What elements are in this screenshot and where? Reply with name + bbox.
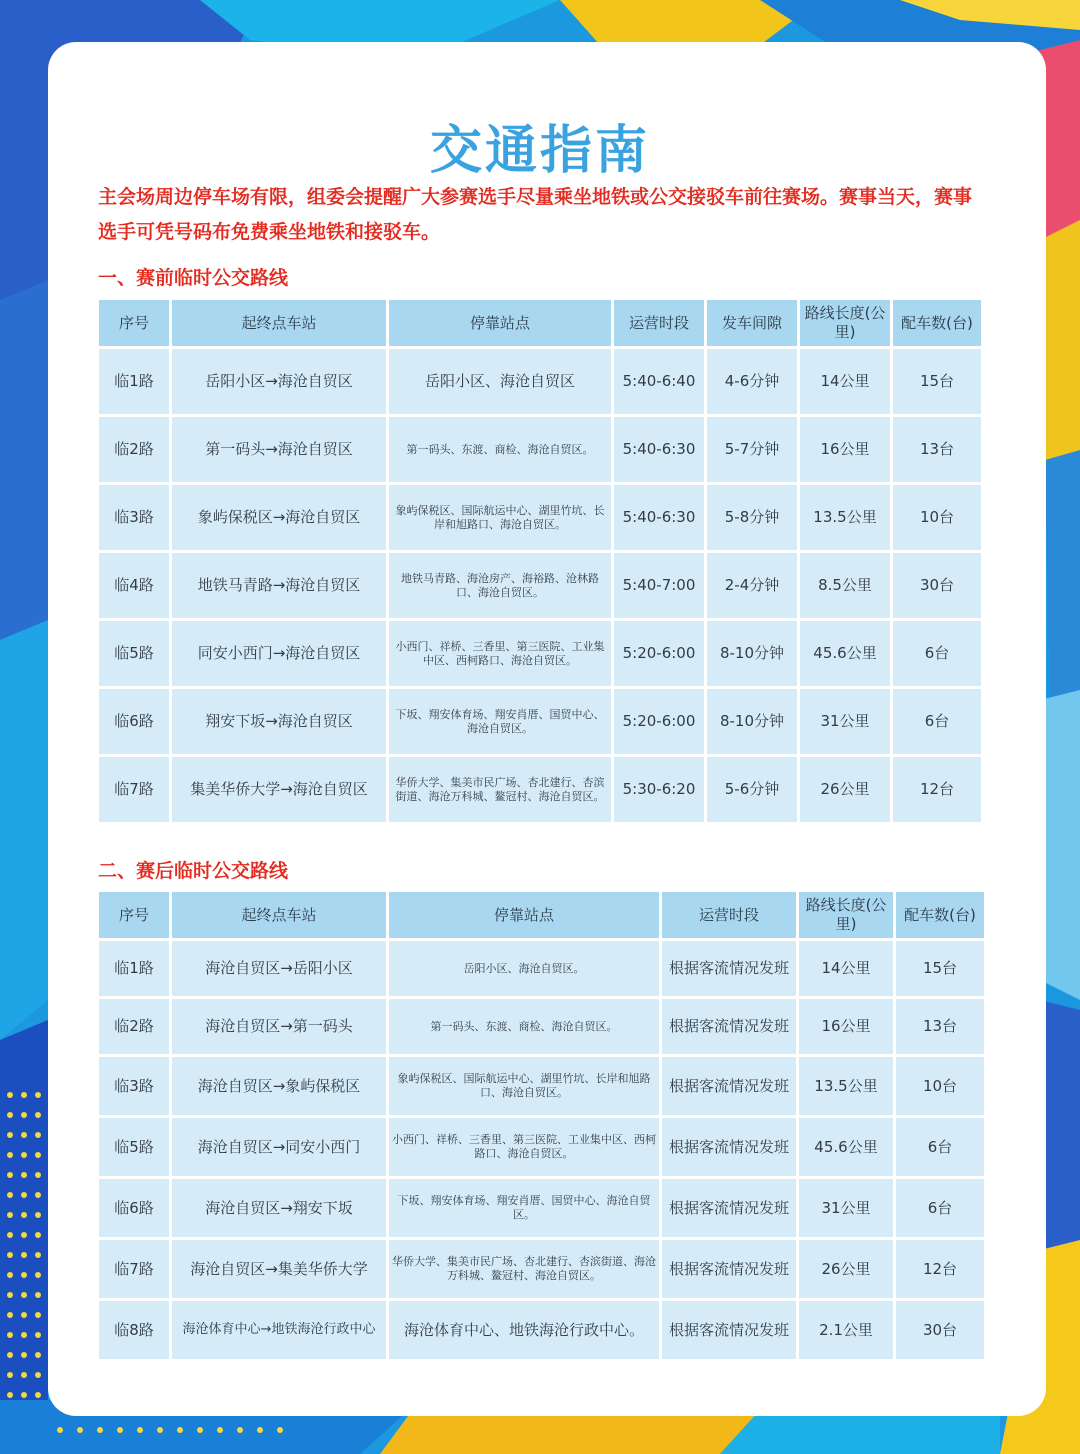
- cell-route: 海沧体育中心→地铁海沧行政中心: [172, 1301, 386, 1359]
- header-no: 序号: [99, 892, 169, 938]
- cell-route: 同安小西门→海沧自贸区: [172, 621, 386, 686]
- table-header-row: [99, 892, 984, 938]
- cell-stops: 下坂、翔安体育场、翔安肖厝、国贸中心、海沧自贸区。: [389, 689, 611, 754]
- cell-stops: 象屿保税区、国际航运中心、湖里竹坑、长岸和旭路口、海沧自贸区。: [389, 1057, 659, 1115]
- cell-buses: 30台: [896, 1301, 984, 1359]
- cell-length: 14公里: [799, 941, 893, 996]
- table-row: [99, 1057, 984, 1115]
- cell-buses: 6台: [896, 1118, 984, 1176]
- cell-stops: 第一码头、东渡、商检、海沧自贸区。: [389, 999, 659, 1054]
- cell-no: 临6路: [99, 1179, 169, 1237]
- cell-no: 临5路: [99, 621, 169, 686]
- cell-buses: 12台: [893, 757, 981, 822]
- header-length: 路线长度(公里): [799, 892, 893, 938]
- cell-interval: 5-7分钟: [707, 417, 797, 482]
- cell-interval: 2-4分钟: [707, 553, 797, 618]
- cell-hours: 根据客流情况发班: [662, 1057, 796, 1115]
- header-hours: 运营时段: [662, 892, 796, 938]
- cell-buses: 13台: [893, 417, 981, 482]
- cell-buses: 30台: [893, 553, 981, 618]
- cell-length: 8.5公里: [800, 553, 890, 618]
- cell-stops: 地铁马青路、海沧房产、海裕路、沧林路口、海沧自贸区。: [389, 553, 611, 618]
- cell-stops: 第一码头、东渡、商检、海沧自贸区。: [389, 417, 611, 482]
- cell-buses: 12台: [896, 1240, 984, 1298]
- header-hours: 运营时段: [614, 300, 704, 346]
- table-row: [99, 1118, 984, 1176]
- cell-no: 临7路: [99, 757, 169, 822]
- pre-race-bus-table: [96, 297, 984, 825]
- header-buses: 配车数(台): [893, 300, 981, 346]
- cell-stops: 岳阳小区、海沧自贸区。: [389, 941, 659, 996]
- cell-hours: 5:40-6:30: [614, 485, 704, 550]
- cell-route: 集美华侨大学→海沧自贸区: [172, 757, 386, 822]
- cell-interval: 5-6分钟: [707, 757, 797, 822]
- header-stops: 停靠站点: [389, 892, 659, 938]
- table-row: [99, 349, 981, 414]
- table-row: [99, 1240, 984, 1298]
- cell-length: 31公里: [800, 689, 890, 754]
- cell-buses: 10台: [896, 1057, 984, 1115]
- cell-stops: 小西门、祥桥、三香里、第三医院、工业集中区、西柯路口、海沧自贸区。: [389, 1118, 659, 1176]
- cell-route: 海沧自贸区→第一码头: [172, 999, 386, 1054]
- cell-stops: 岳阳小区、海沧自贸区: [389, 349, 611, 414]
- cell-stops: 华侨大学、集美市民广场、杏北建行、杏滨街道、海沧万科城、鳌冠村、海沧自贸区。: [389, 1240, 659, 1298]
- post-race-bus-table: [96, 889, 987, 1362]
- cell-hours: 根据客流情况发班: [662, 941, 796, 996]
- cell-route: 岳阳小区→海沧自贸区: [172, 349, 386, 414]
- cell-length: 13.5公里: [800, 485, 890, 550]
- cell-no: 临6路: [99, 689, 169, 754]
- cell-length: 13.5公里: [799, 1057, 893, 1115]
- table-row: [99, 1179, 984, 1237]
- header-interval: 发车间隙: [707, 300, 797, 346]
- cell-no: 临2路: [99, 417, 169, 482]
- table-row: [99, 757, 981, 822]
- header-buses: 配车数(台): [896, 892, 984, 938]
- cell-no: 临5路: [99, 1118, 169, 1176]
- pre-race-heading: 一、赛前临时公交路线: [98, 267, 289, 289]
- cell-route: 海沧自贸区→象屿保税区: [172, 1057, 386, 1115]
- cell-stops: 华侨大学、集美市民广场、杏北建行、杏滨街道、海沧万科城、鳌冠村、海沧自贸区。: [389, 757, 611, 822]
- cell-stops: 小西门、祥桥、三香里、第三医院、工业集中区、西柯路口、海沧自贸区。: [389, 621, 611, 686]
- cell-length: 45.6公里: [799, 1118, 893, 1176]
- cell-buses: 6台: [893, 689, 981, 754]
- cell-interval: 8-10分钟: [707, 689, 797, 754]
- cell-hours: 5:30-6:20: [614, 757, 704, 822]
- cell-no: 临8路: [99, 1301, 169, 1359]
- cell-route: 海沧自贸区→翔安下坂: [172, 1179, 386, 1237]
- cell-no: 临3路: [99, 1057, 169, 1115]
- table-row: [99, 1301, 984, 1359]
- cell-no: 临1路: [99, 349, 169, 414]
- parking-notice: 主会场周边停车场有限，组委会提醒广大参赛选手尽量乘坐地铁或公交接驳车前往赛场。赛事当天，赛事选手可凭号码布免费乘坐地铁和接驳车。: [98, 186, 973, 243]
- cell-interval: 5-8分钟: [707, 485, 797, 550]
- post-race-heading: 二、赛后临时公交路线: [98, 860, 289, 882]
- cell-buses: 6台: [893, 621, 981, 686]
- cell-buses: 6台: [896, 1179, 984, 1237]
- cell-length: 16公里: [799, 999, 893, 1054]
- cell-buses: 13台: [896, 999, 984, 1054]
- header-route: 起终点车站: [172, 892, 386, 938]
- cell-length: 2.1公里: [799, 1301, 893, 1359]
- header-no: 序号: [99, 300, 169, 346]
- cell-no: 临1路: [99, 941, 169, 996]
- table-row: [99, 553, 981, 618]
- cell-no: 临7路: [99, 1240, 169, 1298]
- cell-hours: 5:40-6:40: [614, 349, 704, 414]
- cell-hours: 根据客流情况发班: [662, 1118, 796, 1176]
- cell-interval: 4-6分钟: [707, 349, 797, 414]
- table-row: [99, 485, 981, 550]
- header-stops: 停靠站点: [389, 300, 611, 346]
- cell-length: 26公里: [799, 1240, 893, 1298]
- cell-stops: 象屿保税区、国际航运中心、湖里竹坑、长岸和旭路口、海沧自贸区。: [389, 485, 611, 550]
- cell-buses: 15台: [896, 941, 984, 996]
- cell-buses: 10台: [893, 485, 981, 550]
- cell-stops: 海沧体育中心、地铁海沧行政中心。: [389, 1301, 659, 1359]
- table-row: [99, 999, 984, 1054]
- cell-hours: 5:20-6:00: [614, 621, 704, 686]
- cell-hours: 根据客流情况发班: [662, 1179, 796, 1237]
- cell-length: 31公里: [799, 1179, 893, 1237]
- cell-length: 26公里: [800, 757, 890, 822]
- cell-route: 象屿保税区→海沧自贸区: [172, 485, 386, 550]
- header-route: 起终点车站: [172, 300, 386, 346]
- cell-interval: 8-10分钟: [707, 621, 797, 686]
- cell-hours: 5:40-7:00: [614, 553, 704, 618]
- cell-stops: 下坂、翔安体育场、翔安肖厝、国贸中心、海沧自贸区。: [389, 1179, 659, 1237]
- cell-route: 地铁马青路→海沧自贸区: [172, 553, 386, 618]
- table-row: [99, 941, 984, 996]
- cell-buses: 15台: [893, 349, 981, 414]
- table-row: [99, 417, 981, 482]
- cell-length: 45.6公里: [800, 621, 890, 686]
- cell-hours: 根据客流情况发班: [662, 999, 796, 1054]
- cell-no: 临3路: [99, 485, 169, 550]
- cell-no: 临2路: [99, 999, 169, 1054]
- cell-length: 14公里: [800, 349, 890, 414]
- cell-route: 第一码头→海沧自贸区: [172, 417, 386, 482]
- cell-route: 海沧自贸区→同安小西门: [172, 1118, 386, 1176]
- table-header-row: [99, 300, 981, 346]
- cell-hours: 5:20-6:00: [614, 689, 704, 754]
- cell-no: 临4路: [99, 553, 169, 618]
- cell-hours: 根据客流情况发班: [662, 1240, 796, 1298]
- cell-route: 海沧自贸区→岳阳小区: [172, 941, 386, 996]
- cell-route: 翔安下坂→海沧自贸区: [172, 689, 386, 754]
- cell-route: 海沧自贸区→集美华侨大学: [172, 1240, 386, 1298]
- cell-length: 16公里: [800, 417, 890, 482]
- cell-hours: 5:40-6:30: [614, 417, 704, 482]
- table-row: [99, 689, 981, 754]
- page-title: 交通指南: [429, 121, 650, 181]
- table-row: [99, 621, 981, 686]
- cell-hours: 根据客流情况发班: [662, 1301, 796, 1359]
- header-length: 路线长度(公里): [800, 300, 890, 346]
